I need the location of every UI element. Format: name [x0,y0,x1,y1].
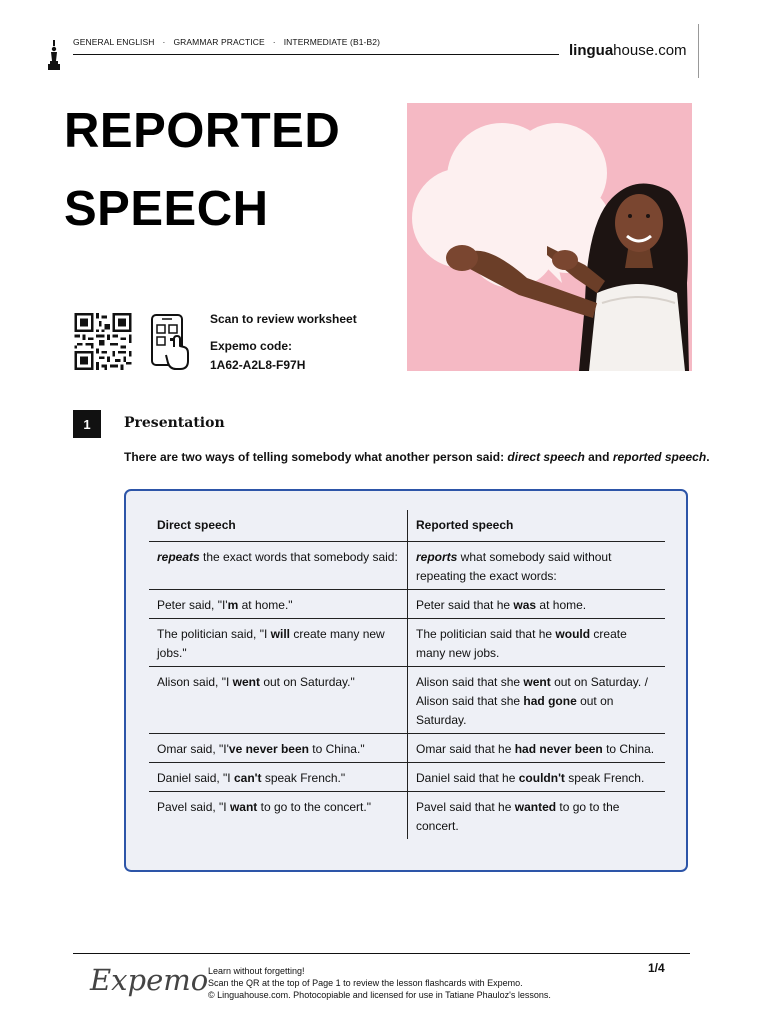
direct-speech-cell [149,619,408,667]
section-intro-direct: direct speech [507,450,585,464]
direct-speech-cell [149,667,408,734]
page-title-line-2: SPEECH [64,182,269,236]
table-row [149,792,665,840]
table-description-row [149,542,665,590]
cell-text: to China. [602,742,655,756]
grammar-table [149,510,665,839]
expemo-code: 1A62-A2L8-F97H [210,358,306,372]
table-row [149,763,665,792]
cell-highlight: want [229,800,258,814]
breadcrumb-separator: · [272,37,276,47]
brand-divider [698,24,699,78]
brand-logo-rest: house.com [613,42,687,59]
hero-photo [407,103,692,371]
column-header-direct: Direct speech [149,510,408,542]
cell-text: Pavel said, "I [157,800,230,814]
section-intro-reported: reported speech [612,450,707,464]
cell-text: create many new jobs." [157,627,385,660]
cell-text: / Alison said that she [416,675,648,708]
section-number-badge: 1 [73,410,101,438]
cell-highlight: had gone [523,694,577,708]
cell-highlight: will [270,627,290,641]
table-row [149,667,665,734]
cell-text: out on Saturday. [550,675,642,689]
reported-speech-cell [408,667,666,734]
cell-highlight: m [227,598,239,612]
cell-text: speak French." [261,771,346,785]
brand-logo-bold: lingua [569,42,614,59]
page-title-line-1: REPORTED [64,104,341,158]
cell-highlight: went [232,675,260,689]
direct-speech-cell [149,734,408,763]
scan-instruction: Scan to review worksheet [210,312,357,326]
section-intro-end: . [706,450,710,464]
cell-text: to China." [308,742,365,756]
cell-text: speak French. [564,771,645,785]
page-number: 1/4 [648,961,665,975]
section-title: Presentation [124,415,225,431]
section-intro-and: and [584,450,613,464]
cell-highlight: wanted [514,800,557,814]
section-intro-text: There are two ways of telling somebody what another person said: [124,450,508,464]
qr-code-icon [73,313,133,370]
cell-highlight: can't [233,771,262,785]
reported-speech-cell [408,734,666,763]
direct-description-keyword: repeats [157,550,200,564]
brand-logo [569,42,687,59]
section-intro [124,450,710,464]
table-header-row [149,510,665,542]
cell-text: at home. [536,598,587,612]
cell-highlight: had never been [514,742,603,756]
woman-with-speech-bubble-illustration [407,103,692,371]
column-header-reported: Reported speech [408,510,666,542]
cell-text: Omar said, "I' [157,742,229,756]
cell-text: to go to the concert." [257,800,371,814]
cell-text: Daniel said that he [416,771,519,785]
breadcrumb-separator: · [162,37,166,47]
cell-text: Daniel said, "I [157,771,234,785]
cell-highlight: would [555,627,591,641]
cell-text: The politician said that he [416,627,556,641]
expemo-code-label: Expemo code: [210,339,293,353]
reported-description-keyword: reports [416,550,458,564]
cell-highlight: couldn't [518,771,565,785]
footer-divider [73,953,690,954]
table-row [149,619,665,667]
footer-tagline: Learn without forgetting! [208,966,305,976]
phone-scan-icon [150,313,192,371]
cell-highlight: went [523,675,551,689]
direct-description-text: the exact words that somebody said: [199,550,398,564]
direct-speech-cell [149,792,408,840]
reported-speech-cell [408,590,666,619]
direct-speech-cell [149,763,408,792]
reported-speech-cell [408,763,666,792]
breadcrumb-level: INTERMEDIATE (B1-B2) [283,37,380,47]
cell-text: Omar said that he [416,742,515,756]
header-divider [73,54,559,55]
reported-speech-cell [408,792,666,840]
breadcrumb-category: GRAMMAR PRACTICE [173,37,265,47]
cell-text: out on Saturday." [259,675,355,689]
cell-text: to go to the concert. [416,800,620,833]
cell-highlight: was [513,598,537,612]
expemo-logo: Expemo [90,963,209,997]
footer-copyright: © Linguahouse.com. Photocopiable and licensed for use in Tatiane Phauloz's lessons. [208,990,551,1000]
breadcrumb-course: GENERAL ENGLISH [73,37,155,47]
cell-text: Pavel said that he [416,800,515,814]
statue-of-liberty-icon [46,40,62,70]
table-row [149,590,665,619]
direct-speech-cell [149,590,408,619]
cell-text: Peter said, "I' [157,598,228,612]
reported-description [408,542,666,590]
page-title [64,92,340,248]
cell-text: at home." [238,598,293,612]
breadcrumb [73,37,380,47]
cell-text: The politician said, "I [157,627,271,641]
cell-text: create many new jobs. [416,627,627,660]
cell-text: Peter said that he [416,598,514,612]
cell-highlight: ve never been [228,742,309,756]
cell-text: Alison said, "I [157,675,233,689]
direct-description [149,542,408,590]
reported-speech-cell [408,619,666,667]
cell-text: Alison said that she [416,675,524,689]
reported-description-text: what somebody said without repeating the exact words: [416,550,612,583]
footer-instruction: Scan the QR at the top of Page 1 to review the lesson flashcards with Expemo. [208,978,523,988]
table-row [149,734,665,763]
cell-text: out on Saturday. [416,694,614,727]
